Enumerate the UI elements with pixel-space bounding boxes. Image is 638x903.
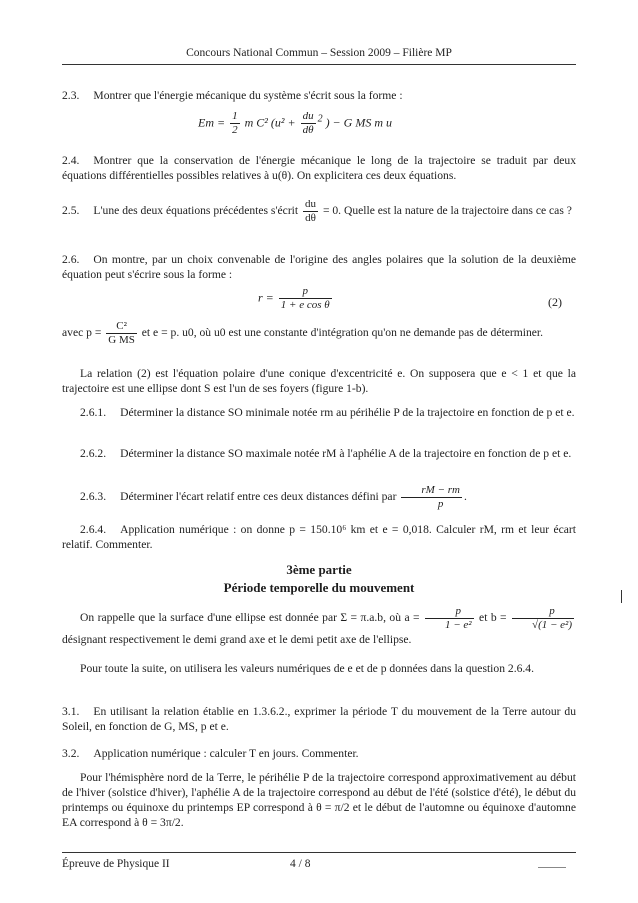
scan-mark-footer: [538, 867, 566, 868]
eq-lhs: r =: [258, 290, 274, 305]
frac-gap-num: rM − rm: [401, 484, 462, 498]
question-number: 2.6.4.: [80, 523, 107, 536]
eq-orbit-den: 1 + e cos θ: [280, 299, 330, 311]
frac-p: [106, 320, 137, 347]
final-paragraph: Pour l'hémisphère nord de la Terre, le périhélie P de la trajectoire correspond approximativement au début de l'hiver (solstice d'hiver), l'aphélie A de la trajectoire correspond au début de l'été (solstice d'été), le début du printemps ou équinoxe du printemps EP correspond à θ = π/2 et le début de l'automne ou équinoxe d'automne EA correspond à θ = 3π/2.: [62, 771, 576, 829]
question-number: 2.4.: [62, 154, 80, 167]
question-2-6: [62, 252, 576, 282]
question-number: 2.3.: [62, 89, 80, 102]
eq-half-den: 2: [232, 124, 238, 136]
question-number: 2.6.: [62, 253, 80, 266]
frac-b-num: p: [512, 605, 574, 619]
frac-b: [512, 605, 574, 632]
eq-square: 2: [317, 113, 323, 125]
recall-text-b: et b =: [479, 611, 507, 625]
eq-orbit-frac: [279, 285, 332, 312]
frac-gap-den: p: [437, 498, 444, 510]
page-header: Concours National Commun – Session 2009 – Filière MP: [186, 47, 452, 59]
avec-text-a: avec p =: [62, 326, 102, 340]
paragraph-conique: La relation (2) est l'équation polaire d'une conique d'excentricité e. On supposera que e < 1 et que la trajectoire est une ellipse dont S est l'un de ses foyers (figure 1-b).: [62, 367, 576, 395]
eq-mid: m C² (u² +: [244, 115, 296, 130]
question-text: Application numérique : calculer T en jours. Commenter.: [93, 747, 359, 760]
question-text: Application numérique : on donne p = 150.10⁶ km et e = 0,018. Calculer rM, rm et leur écart relatif. Commenter.: [62, 523, 576, 551]
question-text: Montrer que la conservation de l'énergie mécanique le long de la trajectoire se traduit par deux équations différentielles possibles relatives à u(θ). On explicitera ces deux équations.: [62, 154, 576, 182]
question-text-a: Déterminer l'écart relatif entre ces deux distances défini par: [120, 490, 397, 504]
frac-a-num: p: [425, 605, 474, 619]
question-2-5: [62, 198, 576, 225]
question-2-3: [62, 88, 576, 103]
eq-half-num: 1: [232, 110, 238, 122]
footer-page-number: 4 / 8: [290, 858, 311, 870]
eq-du-den: dθ: [302, 124, 314, 136]
equation-orbit: [258, 285, 334, 312]
numeric-values-note: Pour toute la suite, on utilisera les valeurs numériques de e et de p données dans la question 2.6.4.: [80, 662, 534, 675]
eq-orbit-num: p: [279, 285, 332, 299]
equation-tag: (2): [548, 295, 562, 309]
question-text-b: = 0. Quelle est la nature de la trajectoire dans ce cas ?: [322, 204, 572, 218]
frac-p-den: G MS: [108, 334, 135, 346]
frac-a: [425, 605, 474, 632]
question-text-b: .: [463, 490, 467, 504]
eq-rhs: ) − G MS m u: [325, 115, 392, 130]
ellipse-recall: [62, 605, 576, 647]
frac-num: du: [305, 198, 317, 210]
frac-p-num: C²: [106, 320, 137, 334]
question-number: 3.2.: [62, 747, 80, 760]
eq-du-num: du: [302, 110, 314, 122]
question-text: En utilisant la relation établie en 1.3.6.2., exprimer la période T du mouvement de la Terre autour du Soleil, en fonction de G, MS, p et e.: [62, 705, 576, 733]
part-subtitle: Période temporelle du mouvement: [223, 580, 415, 595]
fraction-du-dtheta: [303, 198, 318, 225]
frac-b-den: √(1 − e²): [532, 619, 573, 631]
question-2-6-4: [62, 522, 576, 552]
question-number: 2.6.2.: [80, 447, 107, 460]
eq-half: [230, 110, 240, 137]
definition-p: [62, 320, 576, 347]
eq-du: [301, 110, 316, 137]
scan-mark: [621, 590, 622, 603]
question-text: Déterminer la distance SO minimale notée rm au périhélie P de la trajectoire en fonction de p et e.: [120, 406, 575, 419]
question-text-a: L'une des deux équations précédentes s'écrit: [93, 204, 299, 218]
header-rule: [62, 64, 576, 65]
footer-rule: [62, 852, 576, 853]
question-text: Montrer que l'énergie mécanique du système s'écrit sous la forme :: [93, 89, 403, 102]
question-number: 2.6.3.: [80, 490, 107, 504]
avec-text-b: et e = p. u0, où u0 est une constante d'intégration qu'on ne demande pas de déterminer.: [141, 326, 544, 340]
question-number: 2.6.1.: [80, 406, 107, 419]
question-text: On montre, par un choix convenable de l'origine des angles polaires que la solution de la deuxième équation peut s'écrire sous la forme :: [62, 253, 576, 281]
recall-text-c: désignant respectivement le demi grand axe et le demi petit axe de l'ellipse.: [62, 633, 412, 646]
question-number: 2.5.: [62, 204, 80, 218]
question-2-6-1: [62, 405, 576, 420]
eq-lhs: Em =: [198, 115, 226, 130]
part-title: 3ème partie: [286, 562, 352, 577]
question-3-2: [62, 746, 576, 761]
equation-energy: [198, 110, 392, 137]
footer-title: Épreuve de Physique II: [62, 858, 170, 870]
question-2-4: [62, 153, 576, 183]
question-text: Déterminer la distance SO maximale notée rM à l'aphélie A de la trajectoire en fonction de p et e.: [120, 447, 572, 460]
question-3-1: [62, 704, 576, 734]
question-2-6-3: [62, 484, 576, 511]
question-2-6-2: [62, 446, 576, 461]
frac-den: dθ: [305, 212, 316, 224]
question-number: 3.1.: [62, 705, 80, 718]
recall-text-a: On rappelle que la surface d'une ellipse est donnée par Σ = π.a.b, où a =: [80, 611, 420, 625]
frac-relative-gap: [401, 484, 462, 511]
frac-a-den: 1 − e²: [445, 619, 472, 631]
